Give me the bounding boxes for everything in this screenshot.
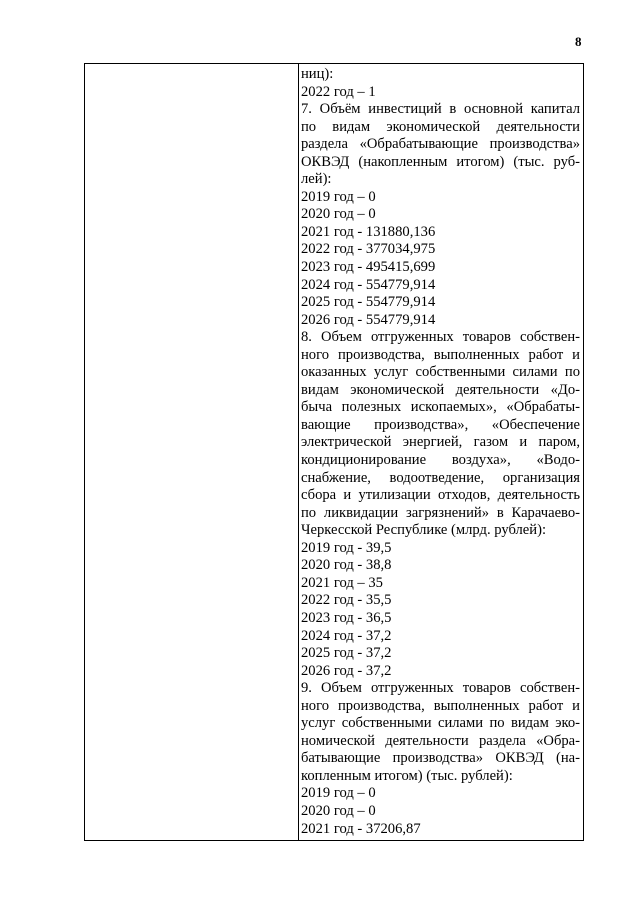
text-line: 2019 год - 39,5	[301, 539, 392, 556]
text-line: 8. Объем отгруженных товаров собствен-	[301, 329, 580, 346]
text-line: 2020 год - 38,8	[301, 557, 392, 574]
text-line: батывающие производства» ОКВЭД (на-	[301, 750, 580, 767]
text-line: 9. Объем отгруженных товаров собствен-	[301, 680, 580, 697]
text-line: электрической энергией, газом и паром,	[301, 434, 580, 451]
text-line: 2023 год - 495415,699	[301, 259, 436, 276]
text-line: по видам экономической деятельности	[301, 118, 580, 135]
text-line: быча полезных ископаемых», «Обрабаты-	[301, 399, 580, 416]
text-line: 2022 год - 35,5	[301, 592, 392, 609]
text-line: ниц):	[301, 66, 334, 82]
text-line: снабжение, водоотведение, организация	[301, 469, 580, 486]
text-line: оказанных услуг собственными силами по	[301, 364, 580, 381]
text-line: номической деятельности раздела «Обра-	[301, 732, 580, 749]
text-line: 2020 год – 0	[301, 802, 376, 819]
text-line: 2022 год - 377034,975	[301, 241, 436, 258]
text-line: вающие производства», «Обеспечение	[301, 416, 580, 433]
text-line: по ликвидации загрязнений» в Карачаево-	[301, 504, 580, 521]
text-line: 2023 год - 36,5	[301, 609, 392, 626]
text-line: 2021 год - 131880,136	[301, 223, 436, 240]
text-line: видам экономической деятельности «До-	[301, 381, 580, 398]
text-line: сбора и утилизации отходов, деятельность	[301, 487, 580, 504]
text-line: 2021 год - 37206,87	[301, 820, 421, 837]
text-line: ного производства, выполненных работ и	[301, 697, 580, 714]
document-table	[84, 63, 584, 841]
text-line: 2025 год - 37,2	[301, 645, 392, 662]
text-line: копленным итогом) (тыс. рублей):	[301, 767, 513, 784]
page-number: 8	[575, 34, 582, 49]
text-line: 2024 год - 554779,914	[301, 276, 436, 293]
text-line: кондиционирование воздуха», «Водо-	[301, 452, 580, 469]
table-left-column	[85, 64, 299, 840]
text-line: услуг собственными силами по видам эко-	[301, 715, 580, 732]
text-line: 2022 год – 1	[301, 83, 376, 100]
text-line: ного производства, выполненных работ и	[301, 346, 580, 363]
text-line: 2024 год - 37,2	[301, 627, 392, 644]
text-line: раздела «Обрабатывающие производства»	[301, 136, 580, 153]
text-line: ОКВЭД (накопленным итогом) (тыс. руб-	[301, 153, 580, 170]
text-line: Черкесской Республике (млрд. рублей):	[301, 522, 547, 539]
text-line: 2020 год – 0	[301, 206, 376, 223]
text-line: 2025 год - 554779,914	[301, 294, 436, 311]
text-line: 2026 год - 554779,914	[301, 311, 436, 328]
text-line: 2026 год - 37,2	[301, 662, 392, 679]
table-right-column	[299, 64, 583, 840]
text-line: 2019 год – 0	[301, 785, 376, 802]
text-line: 2019 год – 0	[301, 188, 376, 205]
text-line: 7. Объём инвестиций в основной капитал	[301, 101, 580, 118]
text-line: 2021 год – 35	[301, 574, 383, 591]
text-line: лей):	[301, 171, 332, 188]
